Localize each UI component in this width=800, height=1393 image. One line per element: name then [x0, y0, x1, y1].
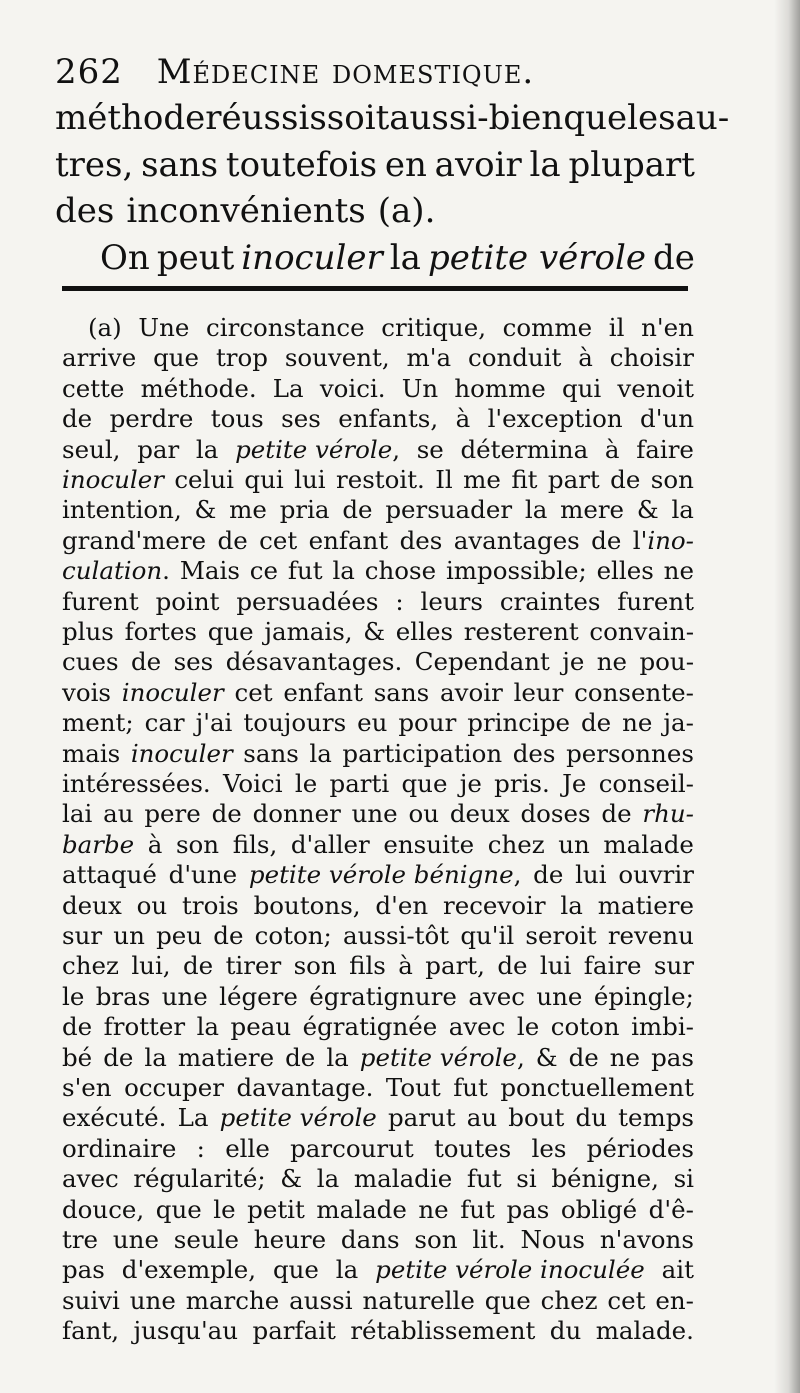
footnote-line: attaqué d'une petite vérole bénigne, de lui ouvrir — [62, 860, 694, 890]
footnote-line: intéressées. Voici le parti que je pris. Je conseil- — [62, 769, 694, 798]
footnote-line: fant, jusqu'au parfait rétablissement du malade. — [62, 1316, 694, 1346]
footnote-line: sur un peu de coton; aussi-tôt qu'il seroit revenu — [62, 921, 694, 950]
footnote-line: inoculer celui qui lui restoit. Il me fit part de son — [62, 465, 694, 494]
footnote-line: cues de ses désavantages. Cependant je ne pou- — [62, 647, 694, 677]
page-number: 262 — [55, 52, 123, 92]
footnote-line: barbe à son fils, d'aller ensuite chez un malade — [62, 829, 694, 859]
footnote-line: de frotter la peau égratignée avec le coton imbi- — [62, 1012, 694, 1042]
page-header — [55, 52, 755, 102]
footnote-line: avec régularité; & la maladie fut si bénigne, si — [62, 1164, 694, 1194]
text-line: On peut inoculer la petite vérole de — [100, 237, 695, 278]
footnote-line: tre une seule heure dans son lit. Nous n'avons — [62, 1225, 694, 1254]
footnote-line: douce, que le petit malade ne fut pas obligé d'ê- — [62, 1194, 694, 1224]
footnote-line: ordinaire : elle parcourut toutes les périodes — [62, 1133, 694, 1163]
footnote-line: furent point persuadées : leurs craintes furent — [62, 586, 694, 616]
footnote-line: arrive que trop souvent, m'a conduit à choisir — [62, 343, 694, 373]
footnote-line: de perdre tous ses enfants, à l'exception d'un — [62, 404, 694, 434]
footnote-line: vois inoculer cet enfant sans avoir leur consente- — [62, 677, 694, 707]
footnote-line: pas d'exemple, que la petite vérole inoculée ait — [62, 1255, 694, 1285]
text-line: des inconvénients (a). — [55, 191, 436, 231]
footnote-line: suivi une marche aussi naturelle que chez cet en- — [62, 1285, 694, 1315]
footnote-line: cette méthode. La voici. Un homme qui venoit — [62, 373, 694, 403]
footnote-line: intention, & me pria de persuader la mere & la — [62, 495, 694, 525]
footnote-line: deux ou trois boutons, d'en recevoir la matiere — [62, 890, 694, 920]
footnote-rule — [62, 286, 688, 291]
footnote-line: exécuté. La petite vérole parut au bout du temps — [62, 1103, 694, 1133]
footnote-line: culation. Mais ce fut la chose impossible; elles ne — [62, 556, 694, 586]
footnote-line: le bras une légere égratignure avec une épingle; — [62, 981, 694, 1011]
footnote-line: (a) Une circonstance critique, comme il n'en — [88, 313, 694, 342]
text-line: méthode réussissoit aussi-bien que les au- — [55, 98, 730, 138]
footnote-line: bé de la matiere de la petite vérole, & de ne pas — [62, 1042, 694, 1072]
footnote-line: plus fortes que jamais, & elles resterent convain- — [62, 617, 694, 646]
footnote-line: ment; car j'ai toujours eu pour principe de ne ja- — [62, 708, 694, 738]
footnote-line: chez lui, de tirer son fils à part, de lui faire sur — [62, 951, 694, 981]
footnote-line: lai au pere de donner une ou deux doses de rhu- — [62, 799, 694, 829]
running-title: Médecine domestique. — [156, 52, 535, 92]
footnote-line: s'en occuper davantage. Tout fut ponctuellement — [62, 1073, 694, 1102]
footnote-line: grand'mere de cet enfant des avantages de l'ino- — [62, 525, 694, 555]
footnote-line: seul, par la petite vérole, se détermina à faire — [62, 434, 694, 464]
page-gutter-shadow — [774, 0, 800, 1393]
footnote-line: mais inoculer sans la participation des personnes — [62, 738, 694, 768]
text-line: tres, sans toutefois en avoir la plupart — [55, 144, 695, 185]
